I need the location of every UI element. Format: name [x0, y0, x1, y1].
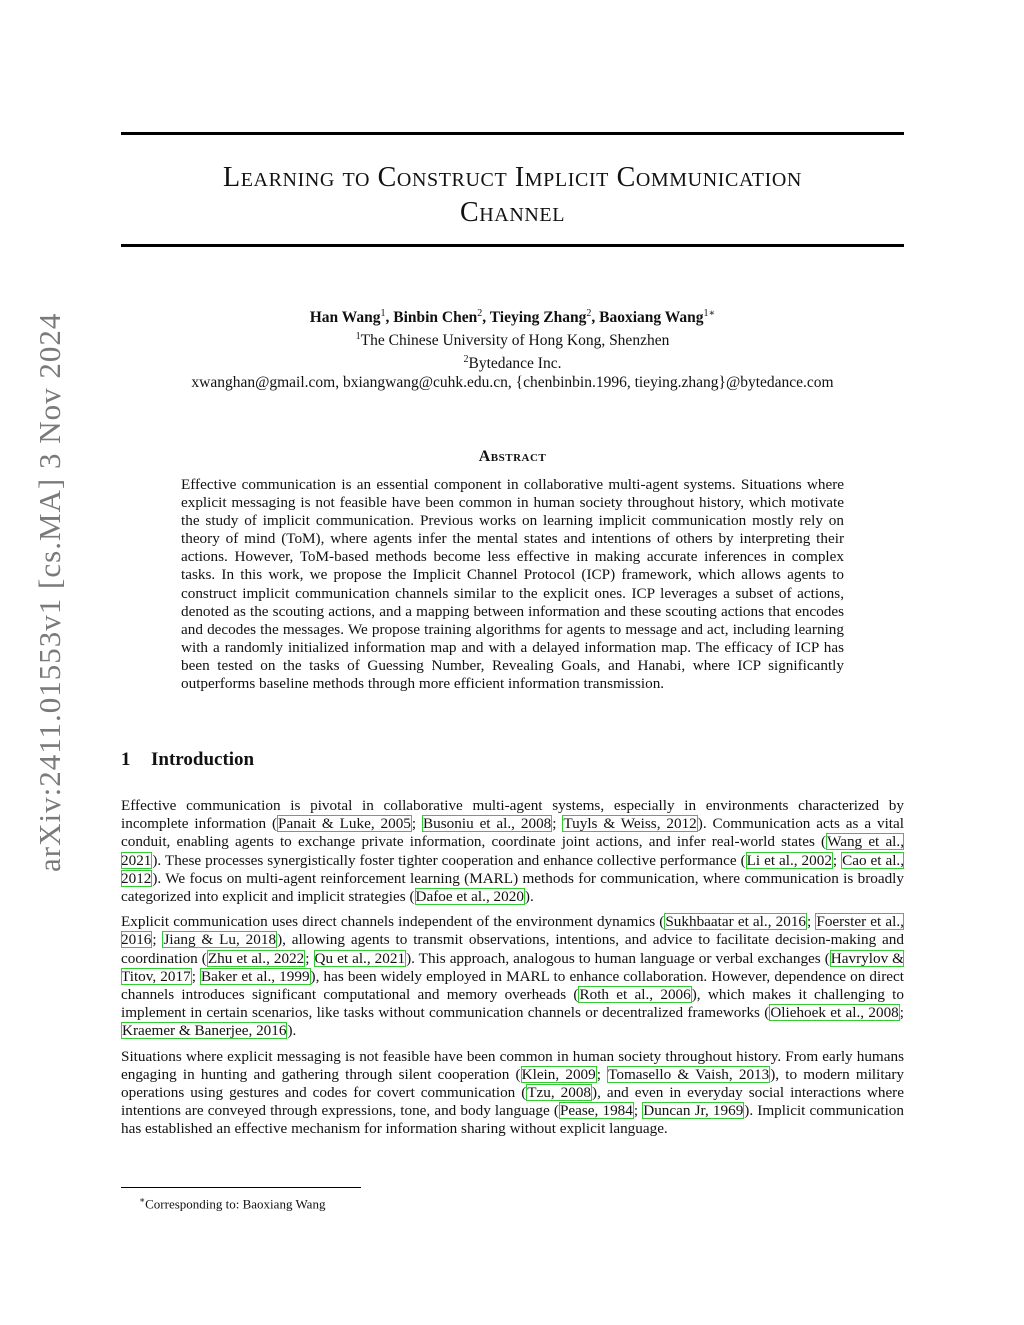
title-top-rule — [121, 132, 904, 135]
citation-link[interactable]: Foerster et al., 2016 — [121, 913, 904, 949]
paragraph-text: ; — [552, 815, 563, 833]
section-number: 1 — [121, 749, 131, 770]
abstract-text: Effective communication is an essential component in collaborative multi-agent systems. Situations where explicit messaging is not feasible have been common in human society throughout history, which motivate the study of implicit communication. Previous works on learning implicit communication mostly rely on theory of mind (ToM), where agents infer the mental states and intentions of others by interpreting their actions. However, ToM-based methods become less effective in making accurate inferences in complex tasks. In this work, we propose the Implicit Channel Protocol (ICP) framework, which allows agents to construct implicit communication channels similar to the explicit ones. ICP leverages a subset of actions, denoted as the scouting actions, and a mapping between information and these scouting actions that encodes and decodes the messages. We propose training algorithms for agents to message and act, including learning with a randomly initialized information map and with a delayed information map. The efficacy of ICP has been tested on the tasks of Guessing Number, Revealing Goals, and Hanabi, where ICP significantly outperforms baseline methods through more efficient information transmission. — [181, 476, 844, 693]
paragraph-text: ). We focus on multi-agent reinforcement learning (MARL) methods for communication, where communication is broadly categorized into explicit and implicit strategies ( — [121, 869, 904, 906]
paragraph-text: Explicit communication uses direct channels independent of the environment dynamics ( — [121, 913, 665, 931]
citation-link[interactable]: Tomasello & Vaish, 2013 — [608, 1065, 770, 1083]
paragraph-text: ). These processes synergistically foster tighter cooperation and enhance collective performance ( — [152, 851, 746, 869]
affil-mark: 1 — [355, 331, 361, 343]
title-line-2: Channel — [459, 197, 566, 228]
section-title: Introduction — [151, 749, 255, 770]
citation-link[interactable]: Sukhbaatar et al., 2016 — [665, 913, 807, 931]
arxiv-identifier-stamp: arXiv:2411.01553v1 [cs.MA] 3 Nov 2024 — [32, 312, 67, 872]
title-bottom-rule — [121, 244, 904, 247]
paragraph-text: ). This approach, analogous to human language or verbal exchanges ( — [406, 949, 830, 967]
paragraph-text: ). — [524, 888, 534, 906]
citation-link[interactable]: Li et al., 2002 — [746, 851, 832, 869]
paragraph-text: ), which makes it challenging to implement in certain scenarios, like tasks without communication channels or decentralized frameworks ( — [121, 986, 904, 1022]
citation-link[interactable]: Oliehoek et al., 2008 — [770, 1004, 899, 1022]
footnote-mark: ∗ — [139, 1195, 146, 1205]
citation-link[interactable]: Pease, 1984 — [559, 1102, 633, 1120]
paragraph-text: ), has been widely employed in MARL to enhance collaboration. However, dependence on direct channels introduces significant computational and memory overheads ( — [121, 967, 904, 1004]
paragraph-text: ). Communication acts as a vital conduit, enabling agents to exchange private information, coordinate joint actions, and infer real-world states ( — [121, 815, 904, 851]
author-affil-mark: 2 — [477, 308, 483, 319]
paragraph-text: ; — [596, 1065, 608, 1083]
author-name: Han Wang — [309, 309, 381, 327]
citation-link[interactable]: Baker et al., 1999 — [201, 967, 310, 985]
footnote — [139, 1192, 325, 1212]
paragraph-text: ; — [411, 815, 423, 833]
introduction-body — [121, 797, 904, 1146]
citation-link[interactable]: Jiang & Lu, 2018 — [163, 931, 277, 949]
paragraph-text: ; — [832, 851, 842, 869]
author-block — [121, 304, 904, 392]
paragraph — [121, 797, 904, 906]
footnote-rule — [121, 1187, 361, 1188]
paragraph-text: Situations where explicit messaging is not feasible have been common in human society throughout history. From early humans engaging in hunting and gathering through silent cooperation ( — [121, 1047, 904, 1083]
citation-link[interactable]: Duncan Jr, 1969 — [643, 1102, 744, 1120]
citation-link[interactable]: Dafoe et al., 2020 — [415, 888, 524, 906]
footnote-text: Corresponding to: Baoxiang Wang — [145, 1196, 326, 1212]
affiliation-2 — [121, 350, 904, 373]
author-affil-mark: 1 — [380, 308, 386, 319]
citation-link[interactable]: Panait & Luke, 2005 — [278, 815, 411, 833]
author-names: Han Wang$^1$, Binbin Chen$^2$, Tieying Zhang$^2$, Baoxiang Wang$^{1∗}$ — [309, 308, 716, 327]
paragraph-text: ; — [807, 913, 816, 931]
citation-link[interactable]: Cao et al., 2012 — [121, 851, 905, 887]
paragraph-text: ; — [191, 967, 201, 985]
abstract-heading: Abstract — [478, 448, 547, 465]
paragraph — [121, 1048, 904, 1139]
paragraph-text: ; — [633, 1102, 643, 1120]
citation-link[interactable]: Wang et al., 2021 — [121, 833, 905, 869]
paragraph-text: ; — [899, 1004, 904, 1022]
paragraph-text: ). — [287, 1022, 297, 1040]
author-name: Tieying Zhang — [489, 309, 587, 327]
author-affil-mark: 2 — [586, 308, 592, 319]
citation-link[interactable]: Zhu et al., 2022 — [207, 949, 305, 967]
citation-link[interactable]: Klein, 2009 — [521, 1065, 596, 1083]
paragraph-text: Effective communication is pivotal in collaborative multi-agent systems, especially in environments characterized by incomplete information ( — [121, 797, 904, 833]
paragraph-text: ; — [305, 949, 314, 967]
section-heading — [121, 749, 254, 771]
affiliation-1 — [121, 327, 904, 350]
paragraph-text: ), to modern military operations using gestures and codes for covert communication ( — [121, 1065, 904, 1102]
affil-text: The Chinese University of Hong Kong, Shenzhen — [360, 332, 670, 350]
paragraph — [121, 913, 904, 1040]
citation-link[interactable]: Roth et al., 2006 — [579, 986, 691, 1004]
citation-link[interactable]: Kraemer & Banerjee, 2016 — [122, 1022, 287, 1040]
author-emails: xwanghan@gmail.com, bxiangwang@cuhk.edu.cn, {chenbinbin.1996, tieying.zhang}@bytedance.com — [191, 374, 834, 392]
citation-link[interactable]: Tuyls & Weiss, 2012 — [563, 815, 697, 833]
paragraph-text: ), and even in everyday social interactions where intentions are conveyed through expressions, tone, and body language ( — [121, 1084, 904, 1120]
paper-title — [121, 160, 904, 230]
affil-mark: 2 — [463, 354, 469, 366]
paragraph-text: ). Implicit communication has established an effective mechanism for information sharing without explicit language. — [121, 1102, 904, 1138]
author-name: Baoxiang Wang — [599, 309, 704, 327]
affil-text: Bytedance Inc. — [468, 355, 562, 373]
citation-link[interactable]: Busoniu et al., 2008 — [423, 815, 552, 833]
author-affil-mark: 1∗ — [703, 308, 716, 319]
title-line-1: Learning to Construct Implicit Communication — [223, 162, 802, 193]
citation-link[interactable]: Qu et al., 2021 — [314, 949, 406, 967]
citation-link[interactable]: Havrylov & Titov, 2017 — [121, 949, 904, 985]
author-name: Binbin Chen — [393, 309, 478, 327]
paragraph-text: ; — [152, 931, 163, 949]
paragraph-text: ), allowing agents to transmit observations, intentions, and advice to facilitate decision-making and coordination ( — [121, 931, 904, 967]
citation-link[interactable]: Tzu, 2008 — [527, 1084, 592, 1102]
